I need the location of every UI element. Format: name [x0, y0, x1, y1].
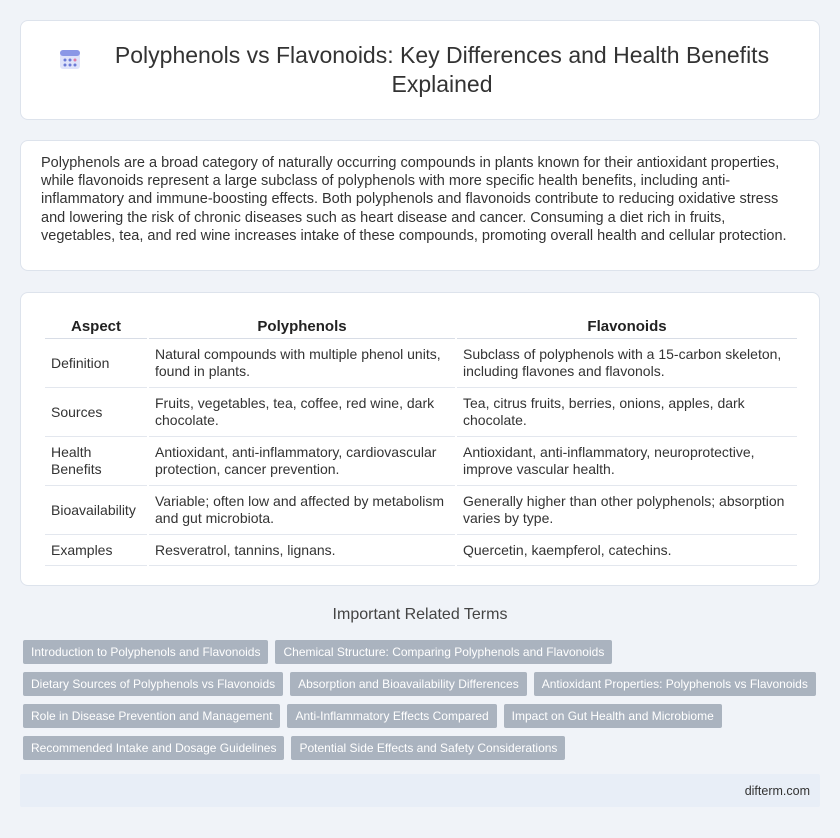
table-row — [45, 437, 797, 486]
table-row — [45, 486, 797, 535]
related-term-tag[interactable]: Absorption and Bioavailability Differences — [290, 672, 527, 696]
footer-site-link[interactable]: difterm.com — [744, 783, 810, 798]
cell-flavonoids: Antioxidant, anti-inflammatory, neuroprotective, improve vascular health. — [457, 437, 797, 486]
calendar-icon — [58, 47, 82, 71]
cell-polyphenols: Antioxidant, anti-inflammatory, cardiovascular protection, cancer prevention. — [149, 437, 455, 486]
cell-aspect: Definition — [45, 339, 147, 388]
cell-aspect: Bioavailability — [45, 486, 147, 535]
comparison-table-card — [20, 292, 820, 586]
cell-polyphenols: Fruits, vegetables, tea, coffee, red wine, dark chocolate. — [149, 388, 455, 437]
cell-polyphenols: Variable; often low and affected by metabolism and gut microbiota. — [149, 486, 455, 535]
tag-row — [23, 704, 823, 728]
header-card — [20, 20, 820, 120]
tag-row — [23, 640, 823, 664]
related-terms-list — [23, 640, 823, 768]
table-row — [45, 535, 797, 566]
comparison-table — [43, 313, 799, 566]
related-term-tag[interactable]: Recommended Intake and Dosage Guidelines — [23, 736, 284, 760]
cell-flavonoids: Quercetin, kaempferol, catechins. — [457, 535, 797, 566]
cell-polyphenols: Natural compounds with multiple phenol units, found in plants. — [149, 339, 455, 388]
related-term-tag[interactable]: Chemical Structure: Comparing Polyphenols and Flavonoids — [275, 640, 612, 664]
intro-card — [20, 140, 820, 271]
related-term-tag[interactable]: Antioxidant Properties: Polyphenols vs Flavonoids — [534, 672, 816, 696]
related-term-tag[interactable]: Dietary Sources of Polyphenols vs Flavonoids — [23, 672, 283, 696]
related-terms-heading: Important Related Terms — [332, 606, 508, 623]
intro-text: Polyphenols are a broad category of naturally occurring compounds in plants known for their antioxidant properties, while flavonoids represent a large subclass of polyphenols with more specific health benefits, including anti-inflammatory and immune-boosting effects. Both polyphenols and flavonoids contribute to reducing oxidative stress and lowering the risk of chronic diseases such as heart disease and cancer. Consuming a diet rich in fruits, vegetables, tea, and red wine increases intake of these compounds, promoting overall health and cellular protection. — [41, 155, 787, 244]
header-polyphenols: Polyphenols — [149, 313, 455, 339]
cell-polyphenols: Resveratrol, tannins, lignans. — [149, 535, 455, 566]
tag-row — [23, 736, 823, 760]
related-term-tag[interactable]: Impact on Gut Health and Microbiome — [504, 704, 722, 728]
cell-aspect: Sources — [45, 388, 147, 437]
related-term-tag[interactable]: Anti-Inflammatory Effects Compared — [287, 704, 496, 728]
table-row — [45, 339, 797, 388]
page-title: Polyphenols vs Flavonoids: Key Differences and Health Benefits Explained — [114, 42, 770, 97]
cell-flavonoids: Tea, citrus fruits, berries, onions, apples, dark chocolate. — [457, 388, 797, 437]
related-term-tag[interactable]: Potential Side Effects and Safety Considerations — [291, 736, 565, 760]
tag-row — [23, 672, 823, 696]
cell-flavonoids: Subclass of polyphenols with a 15-carbon skeleton, including flavones and flavonols. — [457, 339, 797, 388]
header-flavonoids: Flavonoids — [457, 313, 797, 339]
related-term-tag[interactable]: Role in Disease Prevention and Management — [23, 704, 280, 728]
related-term-tag[interactable]: Introduction to Polyphenols and Flavonoids — [23, 640, 268, 664]
cell-flavonoids: Generally higher than other polyphenols; absorption varies by type. — [457, 486, 797, 535]
table-row — [45, 388, 797, 437]
cell-aspect: Examples — [45, 535, 147, 566]
footer — [20, 774, 820, 807]
cell-aspect: Health Benefits — [45, 437, 147, 486]
header-aspect: Aspect — [45, 313, 147, 339]
table-header-row — [45, 313, 797, 339]
